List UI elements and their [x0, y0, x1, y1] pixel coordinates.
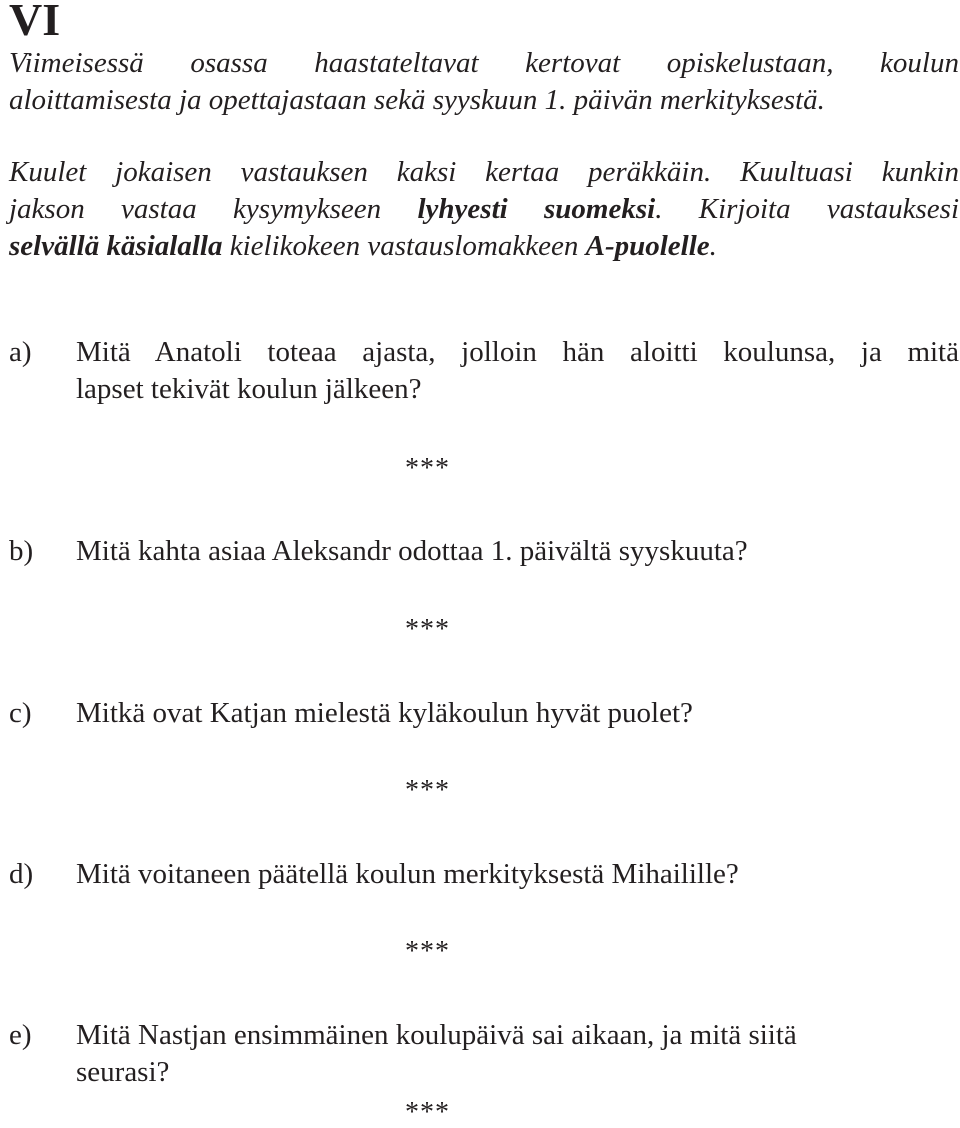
intro-text: . Kirjoita vastauksesi [655, 193, 960, 225]
question-line: lapset tekivät koulun jälkeen? [76, 373, 422, 405]
intro-paragraph-1 [9, 45, 959, 119]
question-line: Mitä Nastjan ensimmäinen koulupäivä sai aikaan, ja mitä siitä [76, 1019, 797, 1051]
separator-stars: *** [405, 453, 450, 484]
intro-line: Viimeisessä osassa haastateltavat kertovat opiskelustaan, koulun [9, 47, 959, 79]
question-b [9, 533, 959, 570]
intro-text: jakson vastaa kysymykseen [9, 193, 418, 225]
intro-text: kielikokeen vastauslomakkeen [222, 230, 586, 262]
question-e [9, 1017, 959, 1091]
question-letter: d) [9, 858, 34, 890]
question-text [76, 1017, 959, 1091]
question-a [9, 334, 959, 408]
emphasis-text: selvällä käsialalla [9, 230, 223, 262]
question-d [9, 856, 959, 893]
emphasis-text: A-puolelle [585, 230, 710, 262]
separator-stars: *** [405, 775, 450, 806]
question-text: Mitä voitaneen päätellä koulun merkityksestä Mihailille? [76, 858, 739, 890]
separator-stars: *** [405, 936, 450, 967]
intro-line: aloittamisesta ja opettajastaan sekä syyskuun 1. päivän merkityksestä. [9, 84, 825, 116]
intro-text: . [709, 230, 717, 262]
question-text: Mitä kahta asiaa Aleksandr odottaa 1. päivältä syyskuuta? [76, 535, 748, 567]
question-text: Mitkä ovat Katjan mielestä kyläkoulun hyvät puolet? [76, 697, 693, 729]
question-text [76, 334, 959, 408]
question-c [9, 695, 959, 732]
question-line: Mitä Anatoli toteaa ajasta, jolloin hän aloitti koulunsa, ja mitä [76, 336, 959, 368]
intro-line: Kuulet jokaisen vastauksen kaksi kertaa peräkkäin. Kuultuasi kunkin [9, 156, 959, 188]
intro-line-2 [9, 191, 959, 228]
question-letter: b) [9, 535, 34, 567]
question-letter: e) [9, 1019, 32, 1051]
emphasis-text: lyhyesti suomeksi [417, 193, 656, 225]
intro-line-3 [9, 228, 959, 265]
intro-paragraph-2 [9, 154, 959, 265]
question-letter: c) [9, 697, 32, 729]
question-line: seurasi? [76, 1056, 170, 1088]
question-letter: a) [9, 336, 32, 368]
section-title: VI [9, 0, 61, 45]
separator-stars: *** [405, 614, 450, 645]
separator-stars: *** [405, 1097, 450, 1128]
